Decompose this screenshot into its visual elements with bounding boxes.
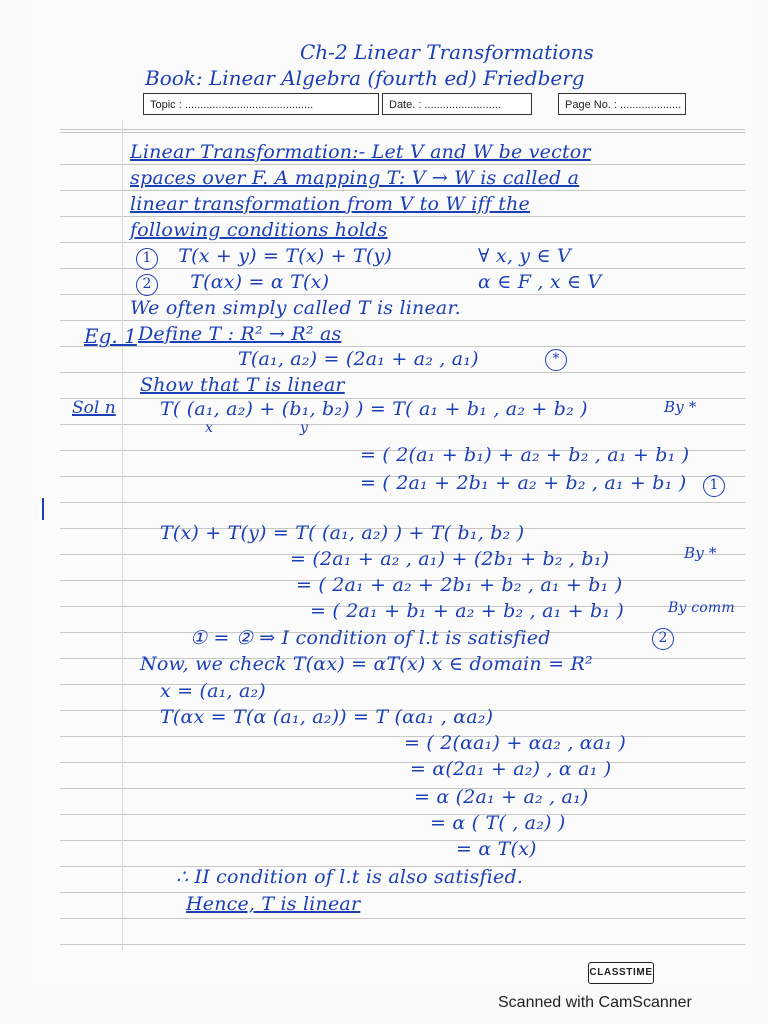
step-b-line: = ( 2a₁ + b₁ + a₂ + b₂ , a₁ + b₁ )	[310, 600, 625, 622]
classtime-logo: CLASSTIME	[588, 962, 654, 984]
by-star-note: By *	[684, 544, 717, 562]
example-define: Define T : R² → R² as	[138, 323, 342, 345]
ruled-line	[60, 918, 745, 919]
step-c-line: = α ( T( , a₂) )	[430, 812, 566, 834]
ruled-line	[60, 944, 745, 945]
definition-line: Linear Transformation:- Let V and W be vector	[130, 141, 591, 163]
condition-quantifier: ∀ x, y ∈ V	[478, 245, 571, 267]
condition-quantifier: α ∈ F , x ∈ V	[478, 271, 602, 293]
ruled-line	[60, 814, 745, 815]
step-c-line: = α(2a₁ + a₂) , α a₁ )	[410, 758, 612, 780]
x-definition: x = (a₁, a₂)	[160, 680, 266, 702]
step-b-line: = (2a₁ + a₂ , a₁) + (2b₁ + b₂ , b₁)	[290, 548, 610, 570]
step-a-line: = ( 2(a₁ + b₁) + a₂ + b₂ , a₁ + b₁ )	[360, 444, 690, 466]
ruled-line	[60, 372, 745, 373]
solution-label: Sol n	[72, 398, 116, 418]
step-b-line: T(x) + T(y) = T( (a₁, a₂) ) + T( b₁, b₂ )	[160, 522, 525, 544]
under-y: y	[300, 420, 309, 436]
final-statement: Hence, T is linear	[186, 893, 361, 915]
definition-note: We often simply called T is linear.	[130, 297, 461, 319]
ruled-line	[60, 424, 745, 425]
check-statement: Now, we check T(αx) = αT(x) x ∈ domain = R²	[140, 653, 593, 675]
margin-line	[122, 120, 123, 950]
ruled-line	[60, 736, 745, 737]
step-c-line: = α (2a₁ + a₂ , a₁)	[414, 786, 589, 808]
ruled-line	[60, 892, 745, 893]
ruled-line	[60, 132, 745, 133]
circled-number: 2	[136, 274, 158, 296]
definition-line: following conditions holds	[130, 219, 388, 241]
page-number-field: Page No. : ....................	[558, 93, 686, 115]
example-map: T(a₁, a₂) = (2a₁ + a₂ , a₁)	[238, 348, 479, 370]
conclusion-1: ① = ② ⇒ I condition of l.t is satisfied	[190, 627, 551, 649]
by-comm-note: By comm	[668, 600, 735, 616]
step-c-line: = ( 2(αa₁) + αa₂ , αa₁ )	[404, 732, 627, 754]
step-b-line: = ( 2a₁ + a₂ + 2b₁ + b₂ , a₁ + b₁ )	[296, 574, 623, 596]
condition-text: T(αx) = α T(x)	[190, 271, 330, 293]
circled-number: 1	[136, 248, 158, 270]
condition-text: T(x + y) = T(x) + T(y)	[178, 245, 393, 267]
ruled-line	[60, 788, 745, 789]
scanner-watermark: Scanned with CamScanner	[498, 994, 692, 1011]
circled-number: 1	[703, 475, 725, 497]
ruled-line	[60, 840, 745, 841]
step-a-line: T( (a₁, a₂) + (b₁, b₂) ) = T( a₁ + b₁ , a₂ + b₂ )	[160, 398, 588, 420]
ruled-line	[60, 762, 745, 763]
date-field: Date. : .........................	[382, 93, 532, 115]
ruled-line	[60, 190, 745, 191]
definition-line: linear transformation from V to W iff the	[130, 193, 530, 215]
map-tag	[545, 346, 567, 371]
ruled-line	[60, 129, 745, 130]
condition-2	[136, 271, 329, 296]
chapter-title: Ch-2 Linear Transformations	[300, 40, 594, 64]
example-label: Eg. 1	[84, 324, 137, 348]
show-statement: Show that T is linear	[140, 374, 345, 396]
ruled-line	[60, 346, 745, 347]
by-star-note: By *	[664, 398, 697, 416]
condition-1	[136, 245, 392, 270]
definition-line: spaces over F. A mapping T: V → W is called a	[130, 167, 580, 189]
eq-tag	[703, 472, 725, 497]
eq-tag	[652, 625, 674, 650]
conclusion-2: ∴ II condition of l.t is also satisfied.	[176, 866, 524, 888]
topic-field: Topic : ..........................................	[143, 93, 379, 115]
under-x: x	[205, 420, 214, 436]
step-a-line: = ( 2a₁ + 2b₁ + a₂ + b₂ , a₁ + b₁ )	[360, 472, 687, 494]
step-c-line: = α T(x)	[456, 838, 537, 860]
margin-stroke	[42, 498, 44, 520]
ruled-line	[60, 216, 745, 217]
star-tag-icon: *	[545, 349, 567, 371]
book-reference: Book: Linear Algebra (fourth ed) Friedberg	[145, 66, 585, 90]
ruled-line	[60, 164, 745, 165]
ruled-line	[60, 502, 745, 503]
step-c-line: T(αx = T(α (a₁, a₂)) = T (αa₁ , αa₂)	[160, 706, 494, 728]
ruled-line	[60, 320, 745, 321]
circled-number: 2	[652, 628, 674, 650]
ruled-line	[60, 242, 745, 243]
